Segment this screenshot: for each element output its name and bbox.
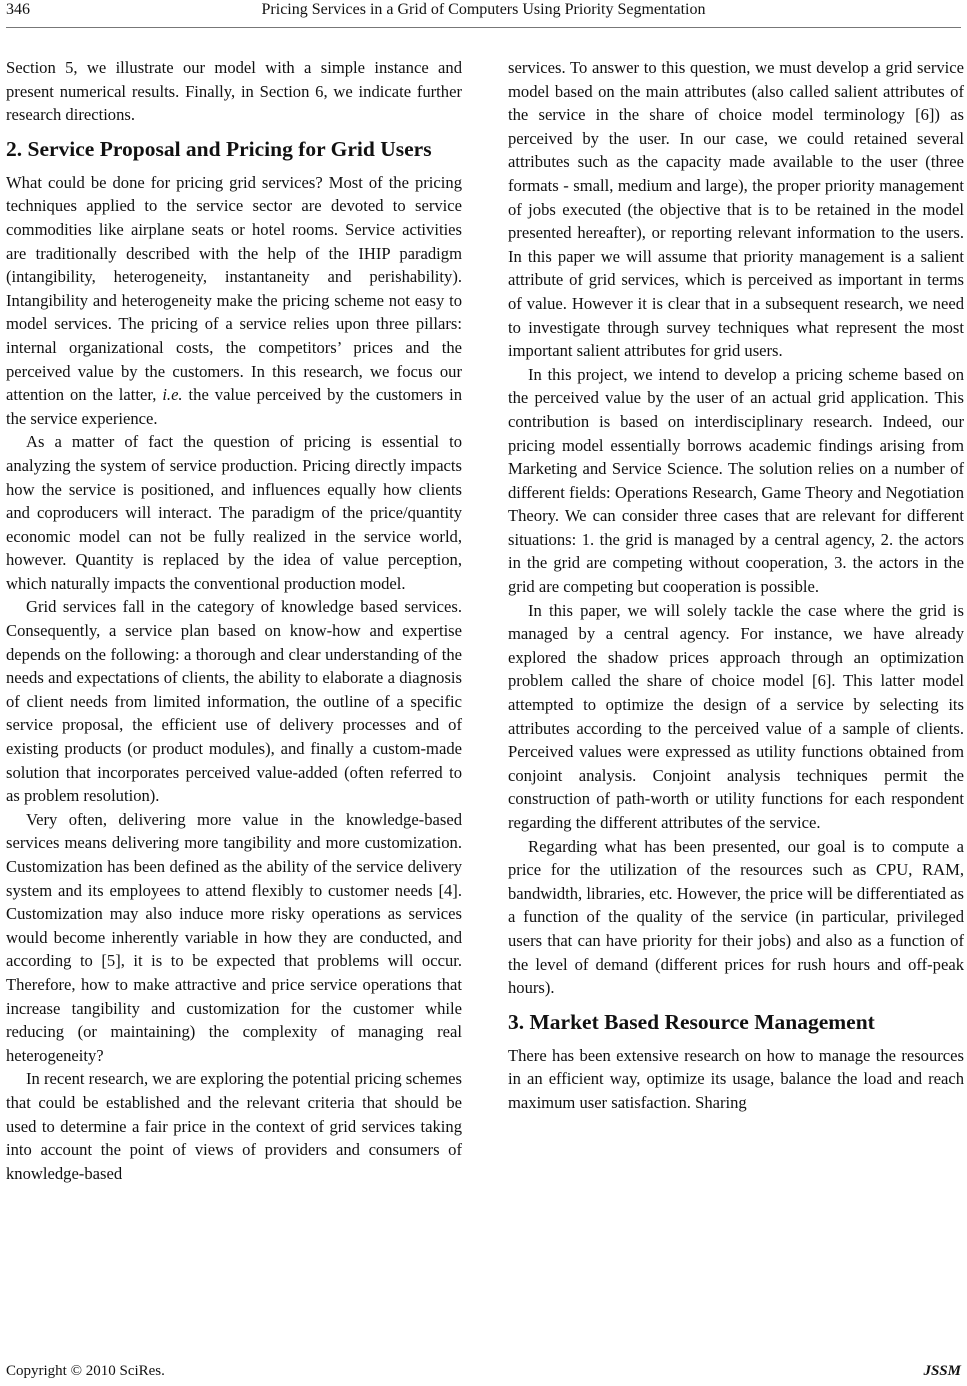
page-number: 346: [6, 1, 30, 18]
right-column: [508, 56, 964, 1115]
italic-ie: i.e.: [162, 385, 183, 405]
paragraph: There has been extensive research on how to manage the resources in an efficient way, optimize its usage, balance the load and reach maximum user satisfaction. Sharing: [508, 1045, 964, 1112]
footer-copyright: Copyright © 2010 SciRes.: [6, 1363, 165, 1379]
paragraph: In recent research, we are exploring the potential pricing schemes that could be established and the relevant criteria that should be used to determine a fair price in the context of grid services taking into account the point of views of providers and consumers of knowledge-based: [6, 1069, 462, 1183]
paragraph: [6, 171, 462, 431]
paragraph: In this project, we intend to develop a pricing scheme based on the perceived value by the user of an actual grid application. This contribution is based on interdisciplinary research. Indeed, our pricing model essentially borrows academic findings arising from Marketing and Service Science. The solution relies on a number of different fields: Operations Research, Game Theory and Negotiation Theory. We can consider three cases that are relevant for different situations: 1. the grid is managed by a central agency, 2. the actors in the grid are competing without cooperation, 3. the actors in the grid are competing but cooperation is possible.: [508, 364, 964, 597]
footer-journal: JSSM: [923, 1363, 961, 1379]
paragraph: Section 5, we illustrate our model with a simple instance and present numerical results. Finally, in Section 6, we indicate further research directions.: [6, 58, 462, 125]
running-header-title: Pricing Services in a Grid of Computers Using Priority Segmentation: [261, 1, 706, 18]
paragraph: As a matter of fact the question of pricing is essential to analyzing the system of service production. Pricing directly impacts how the service is positioned, and influences equally how clients and coproducers will interact. The paradigm of the price/quantity economic model can not be fully realized in the service world, however. Quantity is replaced by the idea of value perception, which naturally impacts the conventional production model.: [6, 432, 462, 593]
paragraph: Very often, delivering more value in the knowledge-based services means delivering more tangibility and more customization. Customization has been defined as the ability of the service delivery system and its employees to attend flexibly to customer needs [4]. Customization may also induce more risky operations as services would become inherently variable in how they are conducted, and according to [5], it is to be expected that problems will occur. Therefore, how to make attractive and price service operations that increase tangibility and customization for the customer while reducing (or maintaining) the complexity of managing real heterogeneity?: [6, 809, 462, 1065]
paragraph: In this paper, we will solely tackle the case where the grid is managed by a central agency. For instance, we have already explored the shadow prices approach through an optimization problem called the share of choice model [6]. This latter model attempted to optimize the design of a service by selecting its attributes according to the perceived value of a sample of clients. Perceived values were expressed as utility functions obtained from conjoint analysis. Conjoint analysis techniques permit the construction of path-worth or utility functions for each respondent regarding the different attributes of the service.: [508, 600, 964, 832]
paragraph: Grid services fall in the category of knowledge based services. Consequently, a service plan based on know-how and expertise depends on the following: a thorough and clear understanding of the needs and expectations of clients, the ability to elaborate a diagnosis of client needs from limited information, the outline of a specific service proposal, the efficient use of delivery processes and of existing products (or product modules), and finally a custom-made solution that incorporates perceived value-added (often referred to as problem resolution).: [6, 597, 462, 806]
paragraph-text: the value perceived by the customers in the service experience.: [6, 385, 462, 428]
left-column: [6, 56, 462, 1185]
paragraph: Regarding what has been presented, our goal is to compute a price for the utilization of the resources such as CPU, RAM, bandwidth, libraries, etc. However, the price will be differentiated as a function of the quality of the service (in particular, privileged users that can have priority for their jobs) and also as a function of the level of demand (different prices for rush hours and off-peak hours).: [508, 836, 964, 998]
paragraph-text: What could be done for pricing grid services? Most of the pricing techniques applied to the service sector are devoted to service commodities like airplane seats or hotel rooms. Service activities are traditionally described with the help of the IHIP paradigm (intangibility, heterogeneity, instantaneity and perishability). Intangibility and heterogeneity make the pricing scheme not easy to model services. The pricing of a service relies upon three pillars: internal organizational costs, the competitors’ prices and the perceived value by the customers. In this research, we focus our attention on the latter,: [6, 172, 462, 405]
section-heading-3: 3. Market Based Resource Management: [508, 1009, 875, 1034]
section-heading-2: 2. Service Proposal and Pricing for Grid Users: [6, 136, 432, 161]
paragraph: services. To answer to this question, we must develop a grid service model based on the main attributes (also called salient attributes of the service in the share of choice model terminology [6]) as perceived by the user. In our case, we could retained several attributes such as the capacity made available to the user (three formats - small, medium and large), the proper priority management of jobs executed (the objective that is to be retained in the model presented hereafter), or reporting relevant information to the users. In this paper we will assume that priority management is a salient attribute of grid services, which is perceived as important in terms of value. However it is clear that in a subsequent research, we need to investigate through survey techniques what represent the most important salient attributes for grid users.: [508, 58, 964, 361]
header-divider: [6, 27, 961, 28]
